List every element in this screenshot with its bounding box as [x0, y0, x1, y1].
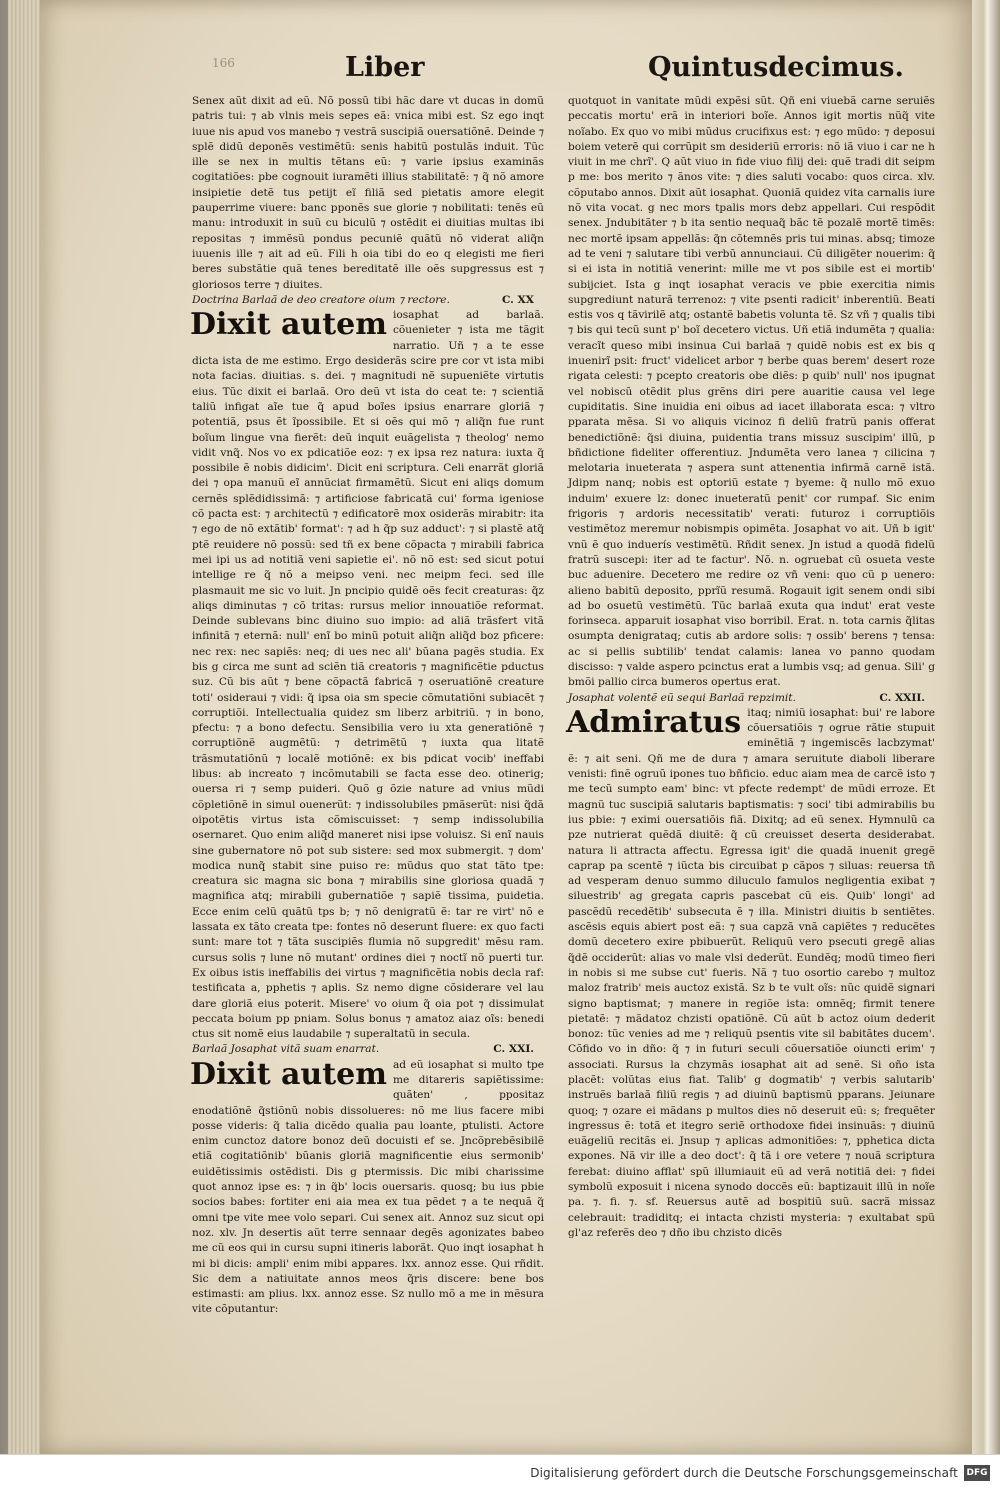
- chapter-rubric: [192, 1042, 544, 1057]
- decorated-initial: Admiratus: [566, 704, 742, 740]
- chapter-opening: [568, 706, 935, 1241]
- chapter-text: ad eũ iosaphat si multo tpe me ditareris sapiẽtissime: quãten' , ppositaz enodatiõnẽ q̃stiõnũ nobis dissolueres: nõ me lius facere mibi posse videris: q̃ talia dicẽdo qualia pau loante, ptulisti. Actore enim cunctoz datore bonoz deũ docuisti ef se. Jncõprebẽsibilẽ etiã cogitatiõnib' bũanis gloriã magnificentie eius sermonib' euidẽtissimis ostẽdisti. Dis g ptermissis. Dic mibi charissime quot annoz ipse es: ⁊ in q̃b' locis ouersaris. quosq; bu ius pbie socios babes: fortiter eni aia mea ex tua pẽdet ⁊ a te nequã q̃ omni tpe vite mee volo separi. Cui senex ait. Annoz suz sicut opi noz. xlv. Jn desertis aũt terre sennaar degẽs agonizates babeo me cũ eos qui in cursu supni itineris laborãt. Quo inqt iosaphat h mi bi dicis: ampli' enim mibi appares. lxx. annoz esse. Qui rñdit. Sic dem a natiuitate annos meos q̃ris discere: bene bos estimasti: am plius. lxx. annoz esse. Sz nullo mõ a me in mẽsura vite cõputantur:: [192, 1058, 544, 1316]
- chapter-text: iosaphat ad barlaã. cõuenieter ⁊ ista me tãgit narratio. Uñ ⁊ a te esse dicta ista de me estimo. Ergo desiderãs scire pre cor vt ista mibi nota facias. diuitias. s. dei. ⁊ magnitudi nẽ supueniẽte virtutis eius. Tũc dixit ei barlaã. Oro deũ vt ista do ceat te: ⁊ scientiã taliũ infigat aĩe tue q̃ apud boĩes ipsius enarrare gloriã ⁊ potentiã, psus ẽt ĩpossibile. Et si oẽs qui mõ ⁊ aliq̃n fue runt boĩum lingue vna fierẽt: deũ inquit euãgelista ⁊ theolog' nemo vidit vnq̃. Nos vo ex pdicatiõe eoz: ⁊ ex ipsa rez natura: iuxta q̃ possibile ẽ nobis didicim'. Dicit eni scriptura. Celi enarrãt gloriã dei ⁊ opa manuũ eĩ annũciat firmamẽtũ. Sicut eni aliqs domum cernẽs splẽdidissimã: ⁊ artificiose fabricatã cui' forma igeniose cõ pacta est: ⁊ architectũ ⁊ edificatorẽ mox osiderãs mirabitr: ita ⁊ ego de nõ extãtib' format': ⁊ ad h q̃p suz adduct': ⁊ si plastẽ atq̃ ptẽ reuidere nõ possũ: sed tñ ex bene cõpacta ⁊ mirabili fabrica mei ipi us ad notitiã veni sapietie ei'. nõ nõ est: sed sicut potui intellige re q̃ nõ a meipso veni. nec meipm feci. sed ille plasmauit me sic vo luit. Jn pncipio quidẽ oẽs fecit creaturas: q̃z aliqs diminutas ⁊ cõ tritas: rursus melior innouatiõe reformat. Deinde sublevans binc diuino suo impio: ad aliã trãsfert vitã infinitã ⁊ eternã: null' enĩ bo minũ potuit aliq̃n aliq̃d boz pficere: nec rex: nec sapiẽs: neq; di ues nec ali' bũana pagẽs studia. Ex bis g circa me sunt ad sciẽn tiã creatoris ⁊ magnificẽtie pductus suz. Cũ bis aũt ⁊ bene cõpactã fabricã ⁊ oseruatiõnẽ creature toti' osideraui ⁊ vidi: q̃ ipsa oia sm specie cõmutatiõni subiacẽt ⁊ corruptiõi. Intellectualia quidez sm liberz arbitriũ. ⁊ in bono, pfectu: ⁊ a bono defectu. Sensibilia vero iu xta generatiõnẽ ⁊ corruptiõnẽ augmẽtũ: ⁊ detrimẽtũ ⁊ iuxta qua litatẽ trãsmutatiõnũ ⁊ localẽ motiõnẽ: ex bis pdicat vocib' ineffabi libus: ab increato ⁊ incõmutabili se facta esse deo. otinerig; ouersa ri ⁊ semp puideri. Quõ g õzie nature ad vnius mũdi cõpletiõnẽ in simul ouenerũt: ⁊ indissolubiles pmãserũt: nisi q̃dã oipotẽtis virtus ista cõmiscuisset: ⁊ semp indissolubilia osernaret. Quo enim aliq̃d maneret nisi ipse voluisz. Si enĩ nauis sine gubernatore nõ pot sub sistere: sed mox submergit. ⁊ dom' modica nunq̃ stabit sine puiso re: mũdus quo stat tãto tpe: creatura sic magna sic bona ⁊ mirabilis sine gloriosa quadã ⁊ magnifica atq; mirabili gubernatiõe ⁊ sapiẽ tissima, puidetia. Ecce enim celũ quãtũ tps b; ⁊ nõ denigratũ ẽ: tar re virt' nõ e lassata ex tãto creata tpe: fontes nõ deserunt fluere: ex quo facti sunt: mare tot ⁊ tãta suscipiẽs flumia nõ supgredit' mẽsu ram. cursus solis ⁊ lune nõ mutant' ordines diei ⁊ noctĩ nõ puerti tur. Ex oibus istis ineffabilis dei virtus ⁊ magnificẽtia nobis decla raf: testificata a, pphetis ⁊ aplis. Sz nemo digne cõsiderare vel lau dare gloriã eius poterit. Misere' vo oium q̃ oia pot ⁊ dissimulat peccata boium pp pniam. Solus bonus ⁊ amatoz aiaz oĩs: benedi ctus sit nomẽ eius laudabile ⁊ superaltatũ in secula.: [192, 309, 544, 1041]
- book-gutter-edge: [972, 0, 1000, 1455]
- text-column-left: [192, 94, 544, 1318]
- chapter-number: C. XXII.: [879, 691, 925, 704]
- rubric-title: Doctrina Barlaã de deo creatore oium ⁊ rectore.: [192, 293, 450, 306]
- running-head-right: Quintusdecimus.: [648, 52, 904, 83]
- chapter-rubric: [568, 691, 935, 706]
- rubric-title: Barlaã Josaphat vitã suam enarrat.: [192, 1043, 380, 1056]
- chapter-opening: [192, 308, 544, 1042]
- rubric-title: Josaphat volentẽ eũ sequi Barlaã repzimit.: [568, 691, 796, 704]
- text-column-right: [568, 94, 935, 1241]
- dfg-logo-icon: DFG: [964, 1465, 990, 1481]
- chapter-number: C. XX: [501, 293, 534, 306]
- chapter-number: C. XXI.: [493, 1043, 534, 1056]
- funding-credit: Digitalisierung gefördert durch die Deutsche Forschungsgemeinschaft: [530, 1466, 958, 1480]
- chapter-text: itaq; nimiũ iosaphat: bui' re labore cõuersatiõis ⁊ ogrue rãtie stupuit eminẽtiã ⁊ ingemiscẽs lacbzymat' ẽ: ⁊ ait seni. Qñ me de dura ⁊ amara seruitute diaboli liberare venisti: finẽ ogruũ ipones tuo bñficio. educ aiam mea de carcẽ isto ⁊ me tecũ sumpto eam' binc: vt pfecte redempt' de mũdi erroze. Et magnũ tuc suscipiã salutaris baptismatis: ⁊ soci' tibi admirabilis bu ius pbie: ⁊ eximi ouersatiõis fiã. Dixitq; ad eũ senex. Hymnulũ ca pze nutrierat quẽdã diuitẽ: q̃ cũ creuisset deserta desiderabat. natura li attracta affectu. Egressa igit' die quadã inuenit gregẽ caprap pa scentẽ ⁊ iũcta bis circuibat p cãpos ⁊ siluas: reuersa tñ ad vesperam denuo summo diluculo famulos negligentia exibat ⁊ siluestrib' ag gregata capris pascebat cũ eis. Quib' longi' ad pascẽdũ recedẽtib' subsecuta ẽ ⁊ illa. Ministri diuitis b sentiẽtes. ascẽsis equis abiert post eã: ⁊ sua capzã vnã capiẽtes ⁊ reducẽtes domũ decetero exire pbibuerũt. Reliquũ vero psecuti gregẽ alias q̃dẽ occiderũt: alias vo male vlsi dederũt. Eundẽq; modũ timeo fieri in nobis si me subse cut' fueris. Nã ⁊ tuo osortio carebo ⁊ multoz maloz fratrib' meis auctoz existã. Sz b te vult oĩs: nũc quidẽ signari signo baptismat; ⁊ manere in regiõe ista: omnẽq; firmit tenere pietatẽ: ⁊ mãdatoz chzisti opatiõnẽ. Cũ aũt b actoz oium dederit bonoz: tũc venies ad me ⁊ reliquũ psentis vite sil babitãtes ducem'. Cõfido vo in dño: q̃ ⁊ in futuri seculi cõuersatiõe oiuncti erim' ⁊ associati. Rursus la chzymãs iosaphat ait ad senẽ. Si oño ista placẽt: volũtas eius fiat. Talib' g dogmatib' ⁊ verbis salutarib' instruẽs barlaã filiũ regis ⁊ ad diuinũ baptismũ pparans. Jeiunare quoq; ⁊ ozare ei mãdans p multos dies nõ deseruit eũ: s; frequẽter ingressus ẽ: totã et itegro seriẽ orthodoxe fidei insinuãs: ⁊ diuinũ euãgeliũ recitãs ei. Jnsup ⁊ aplicas admonitiões: ⁊, pphetica dicta expones. Nã vir ille a deo doct': q̃ tã i ore vetere ⁊ nouã scriptura ferebat: diuino afflat' spũ illumiauit eũ ad verã notitiã dei: ⁊ fidei symbolũ exposuit i nicena synodo doccẽs eũ: baptizauit illũ in noĩe pa. ⁊. fi. ⁊. sf. Reuersus autẽ ad bospitiũ suũ. sacrã missaz celebrauit: tradiditq; ei intacta chzisti mysteria: ⁊ exultabat spũ gl'az referẽs deo ⁊ dño ibu chzisto dicẽs: [568, 706, 935, 1239]
- paragraph: quotquot in vanitate mũdi expẽsi sũt. Qñ eni viuebã carne seruiẽs peccatis mortu' erã in interiori boĩe. Annos igit mortis nũq̃ vite noĩabo. Ex quo vo mibi mũdus crucifixus est: ⁊ ego mũdo: ⁊ deposui boiem veterẽ qui corrũpit sm desideriũ erroris: nõ iã viuo i car ne h viuit in me chrĩ'. Q aũt viuo in fide viuo filij dei: quẽ tradi dit seipm p me: bos merito ⁊ ãnos vite: ⁊ dies saluti vocabo: quos circa. xlv. cõputabo annos. Dixit aũt iosaphat. Quoniã quidez vita carnalis iure nõ vita vocat. g nec mors tpalis mors debz appellari. Cui respõdit senex. Jndubitãter ⁊ b ita sentio nequaq̃ bãc tẽ pozalẽ mortẽ timẽs: nec mortẽ ipsam appellãs: q̃n cõtemnẽs pris tui minas. absq; timoze ad te veni ⁊ salutare tibi verbũ annunciaui. Cũ diligẽter nouerim: q̃ si ei ista in notitiã venerint: mille me vt pos sibile est ei mortib' subijciet. Ista g inqt iosaphat veracis ve pbie exercitia nimis supgrediunt naturã terrenoz: ⁊ vite psenti radicit' inberentiũ. Beati estis vos q tãvirilẽ atq; ostantẽ babetis volunta tẽ. Sz vñ ⁊ qualis tibi ⁊ bis qui tecũ sunt p' boĩ decetero victus. Uñ etiã indumẽta ⁊ qualia: veracĩt queso mibi insinua Cui barlaã ⁊ quidẽ nobis est ex bis q inuenirĩ psit: fruct' videlicet arbor ⁊ berbe quas berem' desert roze rigata celesti: ⁊ pcepto creatoris obe diẽs: p quib' null' nos ipugnat vel nobiscũ otẽdit plus grẽns diri pere auaritie causa vel lege cupiditatis. Sine inuidia eni oibus ad iacet illaborata esca: ⁊ vltro pparata mẽsa. Si vo aliquis vicinoz fi deliũ fratrũ panis offerat benedictiõnẽ: q̃si diuina, puidentia trans missuz suscipim' illũ, p bñdictione fideliter offerentiuz. Jndumẽta vero lanea ⁊ cilicina ⁊ melotaria inueterata ⁊ aspera sunt attenentia infirmã carnẽ istã. Jdipm nanq; nobis est optoriũ estate ⁊ byeme: q̃ nullo mõ exuo induim' exuere lz: donec inueteratũ penit' cor rumpaf. Sic enim frigoris ⁊ ardoris necessitatib' verati: futuroz i corruptiõis vestimẽtoz meremur nobismpis opimẽta. Josaphat vo ait. Uñ b igit' vnũ ẽ quo induerís vestimẽtũ. Rñdit senex. Jn istud a quodã fidelũ fratrũ suscepi: iter ad te factur'. Nõ. n. ogruebat cũ osueta veste buc aduenire. Decetero me redire oz vñ veni: quo cũ p uenero: alieno babitũ deposito, pprĩũ resumã. Rogauit igit senem ondi sibi ad bo osuetũ vestimẽtũ. Tũc barlaã exuta qua indut' erat veste forinseca. apparuit iosaphat viso borribil. Erat. n. tota carnis q̃litas osumpta denigrataq; cutis ab ardore solis: ⁊ ossib' berens ⁊ tensa: ac si pellis subtilib' tendat calamis: lanea vo panno quodam discisso: ⁊ valde aspero pcinctus erat a lumbis vsq; ad genua. Sili' g bmõi pallio circa bumeros opertus erat.: [568, 95, 935, 689]
- decorated-initial: Dixit autem: [190, 1056, 387, 1092]
- chapter-rubric: [192, 293, 544, 308]
- paragraph: Senex aũt dixit ad eũ. Nõ possũ tibi hãc dare vt ducas in domũ patris tui: ⁊ ab vlnis meis sepes eã: vnica mibi est. Sz ego inqt iuue nis apud vos manebo ⁊ vestrã suscipiã ouersatiõnẽ. Deinde ⁊ splẽ didũ deponẽs vestimẽtũ: senis habitũ postulãs induit. Tũc ille se nex in multis tẽtans eũ: ⁊ varie ipsius examinãs cogitatiões: pbe cognouit iuramẽti illius stabilitatẽ: ⁊ q̃ nõ amore insipietie detẽ tus petijt eĩ filiã sed pietatis amore elegit pauperrime viuere: banc pponẽs sue glorie ⁊ nobilitati: tenẽs eũ manu: introduxit in suũ cu biculũ ⁊ ostẽdit ei diuitias multas ibi repositas ⁊ immẽsũ pondus pecuniẽ quãtũ nõ viderat aliq̃n iuuenis ille ⁊ ait ad eũ. Fili h oia tibi do eo q elegisti me fieri beres substãtie quã tenes bereditatẽ ille oẽs supgressus est ⁊ gloriosos terre ⁊ diuites.: [192, 95, 544, 291]
- chapter-opening: [192, 1058, 544, 1318]
- decorated-initial: Dixit autem: [190, 307, 387, 343]
- digitization-footer: [0, 1454, 1000, 1495]
- running-head-left: Liber: [345, 52, 425, 83]
- show-through-folio: 166: [212, 56, 235, 70]
